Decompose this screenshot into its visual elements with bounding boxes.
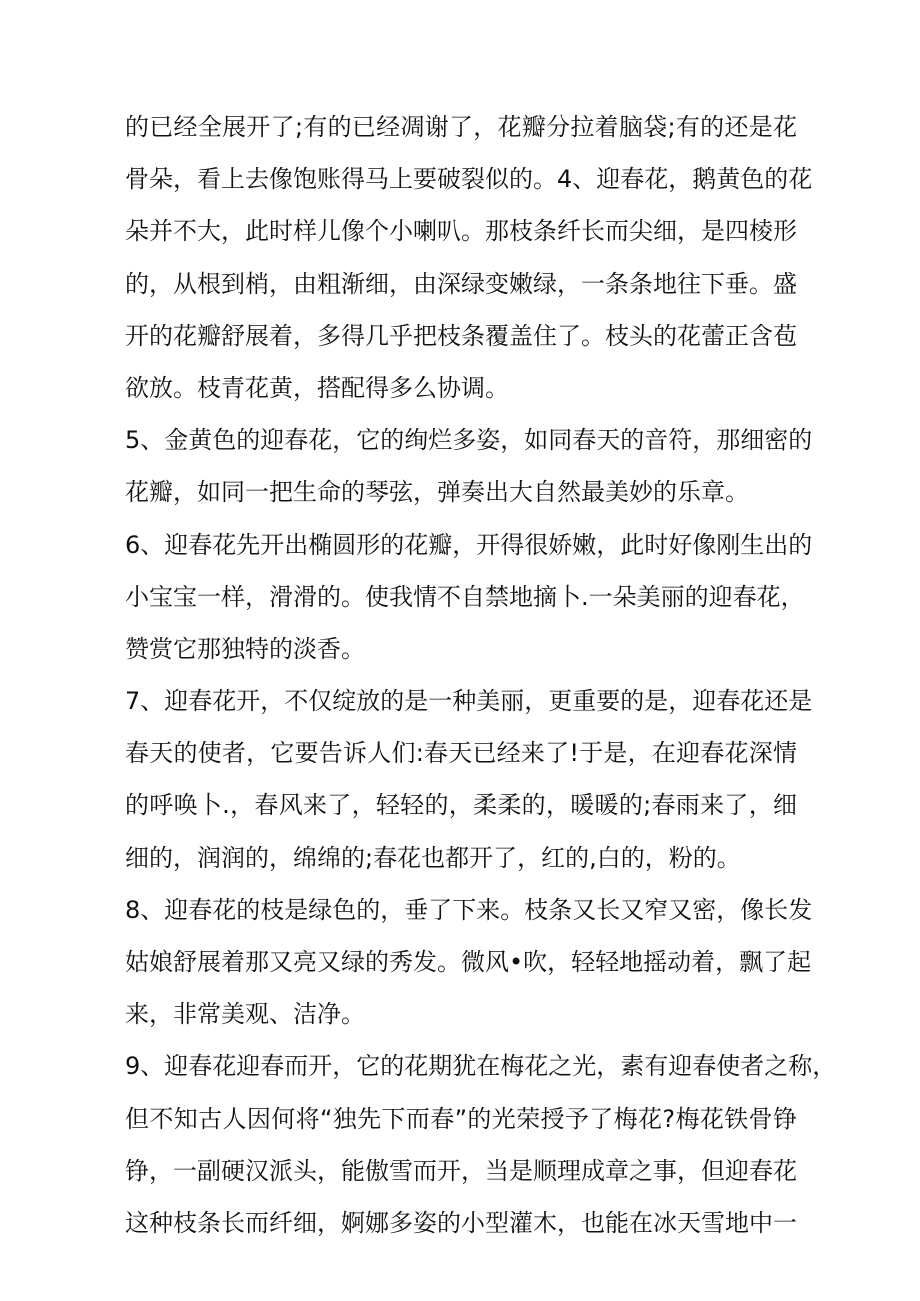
text-line: 开的花瓣舒展着，多得几乎把枝条覆盖住了。枝头的花蕾正含苞 <box>125 321 797 350</box>
text-line: 春天的使者，它要告诉人们:春天已经来了!于是，在迎春花深情 <box>125 739 797 768</box>
paragraph <box>125 675 813 884</box>
text-line: 的，从根到梢，由粗渐细，由深绿变嫩绿，一条条地往下垂。盛 <box>125 269 797 298</box>
text-line: 朵并不大，此时样儿像个小喇叭。那枝条纤长而尖细，是四棱形 <box>125 217 797 246</box>
text-line: 5、金黄色的迎春花，它的绚烂多姿，如同春天的音符，那细密的 <box>125 426 813 455</box>
text-line: 的已经全展开了;有的已经凋谢了，花瓣分拉着脑袋;有的还是花 <box>125 113 797 141</box>
text-line: 这种枝条长而纤细，婀娜多姿的小型灌木，也能在冰天雪地中一 <box>125 1208 797 1237</box>
text-line: 7、迎春花开，不仅绽放的是一种美丽，更重要的是，迎春花还是 <box>125 687 813 716</box>
text-line: 8、迎春花的枝是绿色的，垂了下来。枝条又长又窄又密，像长发 <box>125 895 813 924</box>
text-line: 铮，一副硬汉派头，能傲雪而开，当是顺理成章之事，但迎春花 <box>125 1156 797 1185</box>
text-line: 的呼唤卜.，春风来了，轻轻的，柔柔的，暖暖的;春雨来了，细 <box>125 791 797 820</box>
text-line: 赞赏它那独特的淡香。 <box>125 634 365 663</box>
paragraph <box>125 884 813 1041</box>
text-line: 9、迎春花迎春而开，它的花期犹在梅花之光，素有迎春使者之称， <box>125 1052 837 1081</box>
text-line: 细的，润润的，绵绵的;春花也都开了，红的,白的，粉的。 <box>125 843 741 872</box>
text-line: 小宝宝一样，滑滑的。使我情不自禁地摘卜.一朵美丽的迎春花， <box>125 582 805 611</box>
text-line: 6、迎春花先开出椭圆形的花瓣，开得很娇嫩，此时好像刚生出的 <box>125 530 813 559</box>
document-body <box>125 101 837 1249</box>
text-line: 骨朵，看上去像饱账得马上要破裂似的。4、迎春花，鹅黄色的花 <box>125 165 813 194</box>
paragraph <box>125 101 813 414</box>
paragraph <box>125 519 813 676</box>
text-line: 欲放。枝青花黄，搭配得多么协调。 <box>125 373 509 402</box>
text-line: 来，非常美观、洁净。 <box>125 1000 365 1029</box>
text-line: 姑娘舒展着那又亮又绿的秀发。微风•吹，轻轻地摇动着，飘了起 <box>125 948 812 976</box>
text-line: 但不知古人因何将“独先下而春”的光荣授予了梅花?梅花铁骨铮 <box>125 1104 797 1133</box>
paragraph <box>125 414 813 518</box>
paragraph <box>125 1040 837 1249</box>
text-line: 花瓣，如同一把生命的琴弦，弹奏出大自然最美妙的乐章。 <box>125 478 749 507</box>
